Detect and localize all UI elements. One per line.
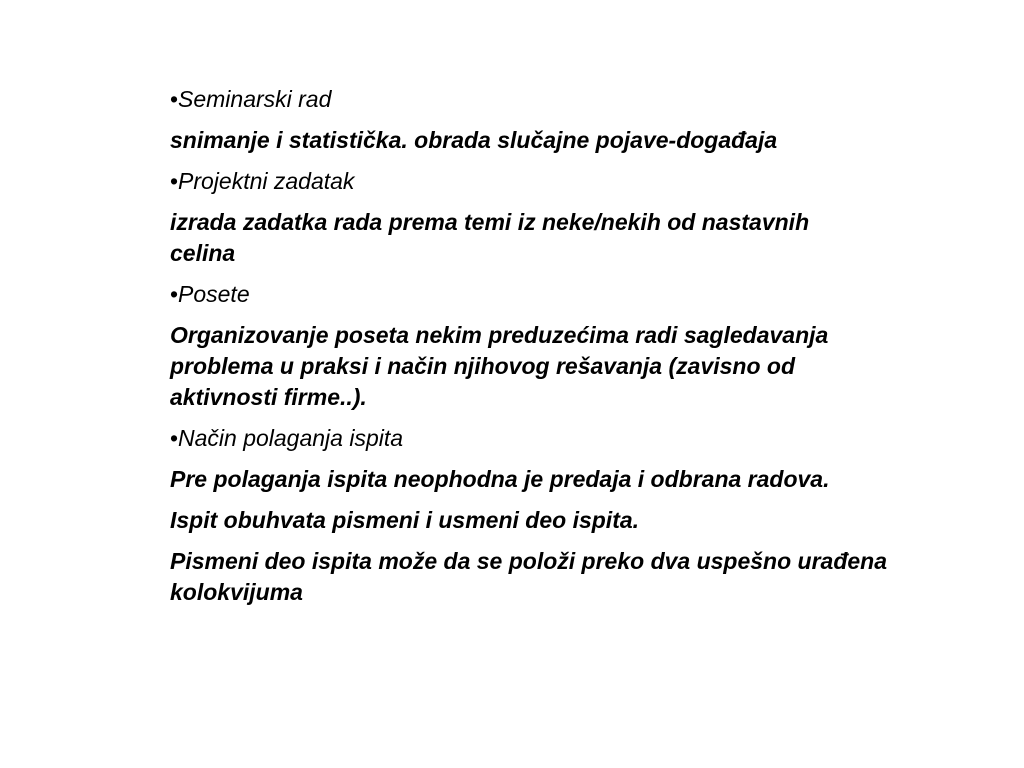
section-heading-projektni <box>170 166 970 197</box>
section-body: Organizovanje poseta nekim preduzećima radi sagledavanja problema u praksi i način njihovog rešavanja (zavisno od aktivnosti firme..). <box>170 322 829 410</box>
slide-content <box>170 84 970 618</box>
bullet-icon: • <box>170 425 179 451</box>
heading-text: Posete <box>178 281 250 307</box>
section-heading-seminarski <box>170 84 970 115</box>
section-heading-polaganje <box>170 423 970 454</box>
heading-text: Seminarski rad <box>178 86 332 112</box>
section-body: snimanje i statistička. obrada slučajne pojave-događaja <box>170 127 778 153</box>
section-heading-posete <box>170 279 970 310</box>
heading-text: Projektni zadatak <box>178 168 355 194</box>
heading-text: Način polaganja ispita <box>178 425 404 451</box>
bullet-icon: • <box>170 168 179 194</box>
section-body: izrada zadatka rada prema temi iz neke/nekih od nastavnih celina <box>170 209 810 266</box>
bullet-icon: • <box>170 86 179 112</box>
bullet-icon: • <box>170 281 179 307</box>
section-body: Ispit obuhvata pismeni i usmeni deo ispita. <box>170 507 640 533</box>
section-body: Pismeni deo ispita može da se položi preko dva uspešno urađena kolokvijuma <box>170 548 888 605</box>
section-body: Pre polaganja ispita neophodna je predaja i odbrana radova. <box>170 466 830 492</box>
